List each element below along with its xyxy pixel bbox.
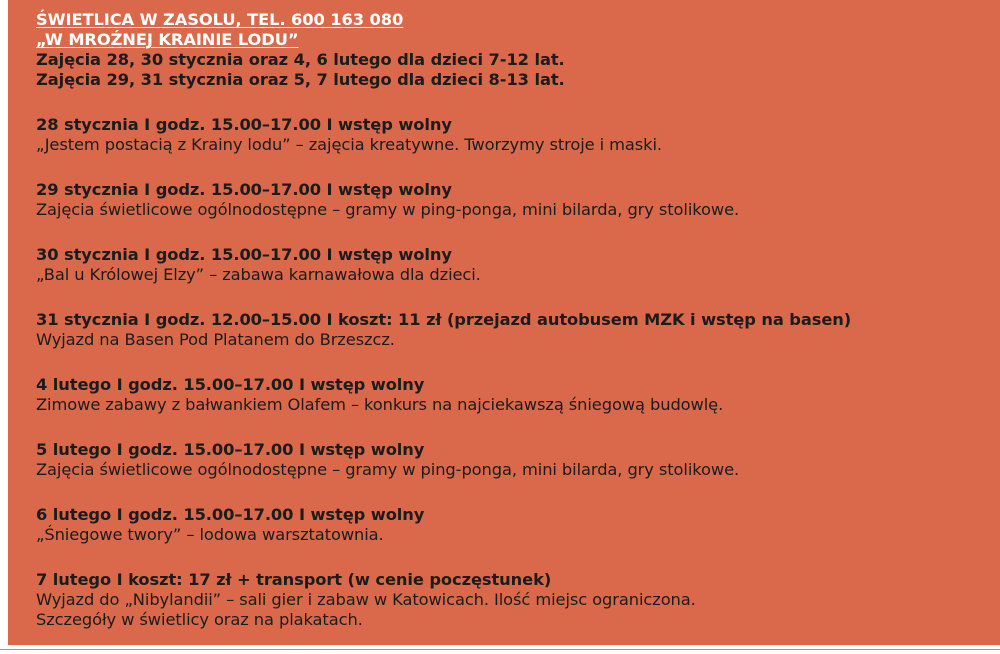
event-item <box>36 115 991 155</box>
age-group-line-1: Zajęcia 28, 30 stycznia oraz 4, 6 lutego dla dzieci 7-12 lat. <box>36 50 565 69</box>
event-description: Zimowe zabawy z bałwankiem Olafem – konkurs na najciekawszą śniegową budowlę. <box>36 395 724 414</box>
event-description: „Jestem postacią z Krainy lodu” – zajęcia kreatywne. Tworzymy stroje i maski. <box>36 135 662 154</box>
event-heading: 28 stycznia I godz. 15.00–17.00 I wstęp wolny <box>36 115 452 134</box>
event-heading: 6 lutego I godz. 15.00–17.00 I wstęp wolny <box>36 505 425 524</box>
event-heading: 7 lutego I koszt: 17 zł + transport (w cenie poczęstunek) <box>36 570 552 589</box>
event-description: Wyjazd do „Nibylandii” – sali gier i zabaw w Katowicach. Ilość miejsc ograniczona. <box>36 590 696 609</box>
event-item <box>36 310 991 350</box>
venue-heading: ŚWIETLICA W ZASOLU, TEL. 600 163 080 <box>36 10 404 29</box>
event-description: Zajęcia świetlicowe ogólnodostępne – gramy w ping-ponga, mini bilarda, gry stolikowe. <box>36 200 740 219</box>
event-heading: 30 stycznia I godz. 15.00–17.00 I wstęp wolny <box>36 245 452 264</box>
event-item <box>36 375 991 415</box>
event-item <box>36 180 991 220</box>
program-title: „W MROŹNEJ KRAINIE LODU” <box>36 30 299 49</box>
event-description: Wyjazd na Basen Pod Platanem do Brzeszcz. <box>36 330 395 349</box>
event-heading: 4 lutego I godz. 15.00–17.00 I wstęp wolny <box>36 375 425 394</box>
event-description: Zajęcia świetlicowe ogólnodostępne – gramy w ping-ponga, mini bilarda, gry stolikowe. <box>36 460 740 479</box>
event-heading: 31 stycznia I godz. 12.00–15.00 I koszt: 11 zł (przejazd autobusem MZK i wstęp na basen) <box>36 310 852 329</box>
event-item <box>36 245 991 285</box>
age-group-line-2: Zajęcia 29, 31 stycznia oraz 5, 7 lutego dla dzieci 8-13 lat. <box>36 70 565 89</box>
event-item <box>36 570 991 630</box>
bottom-divider <box>0 649 1000 650</box>
event-description: „Bal u Królowej Elzy” – zabawa karnawałowa dla dzieci. <box>36 265 481 284</box>
event-description: „Śniegowe twory” – lodowa warsztatownia. <box>36 525 384 544</box>
program-content <box>36 10 991 630</box>
event-note: Szczegóły w świetlicy oraz na plakatach. <box>36 610 363 629</box>
event-heading: 5 lutego I godz. 15.00–17.00 I wstęp wolny <box>36 440 425 459</box>
event-item <box>36 505 991 545</box>
event-item <box>36 440 991 480</box>
event-heading: 29 stycznia I godz. 15.00–17.00 I wstęp wolny <box>36 180 452 199</box>
